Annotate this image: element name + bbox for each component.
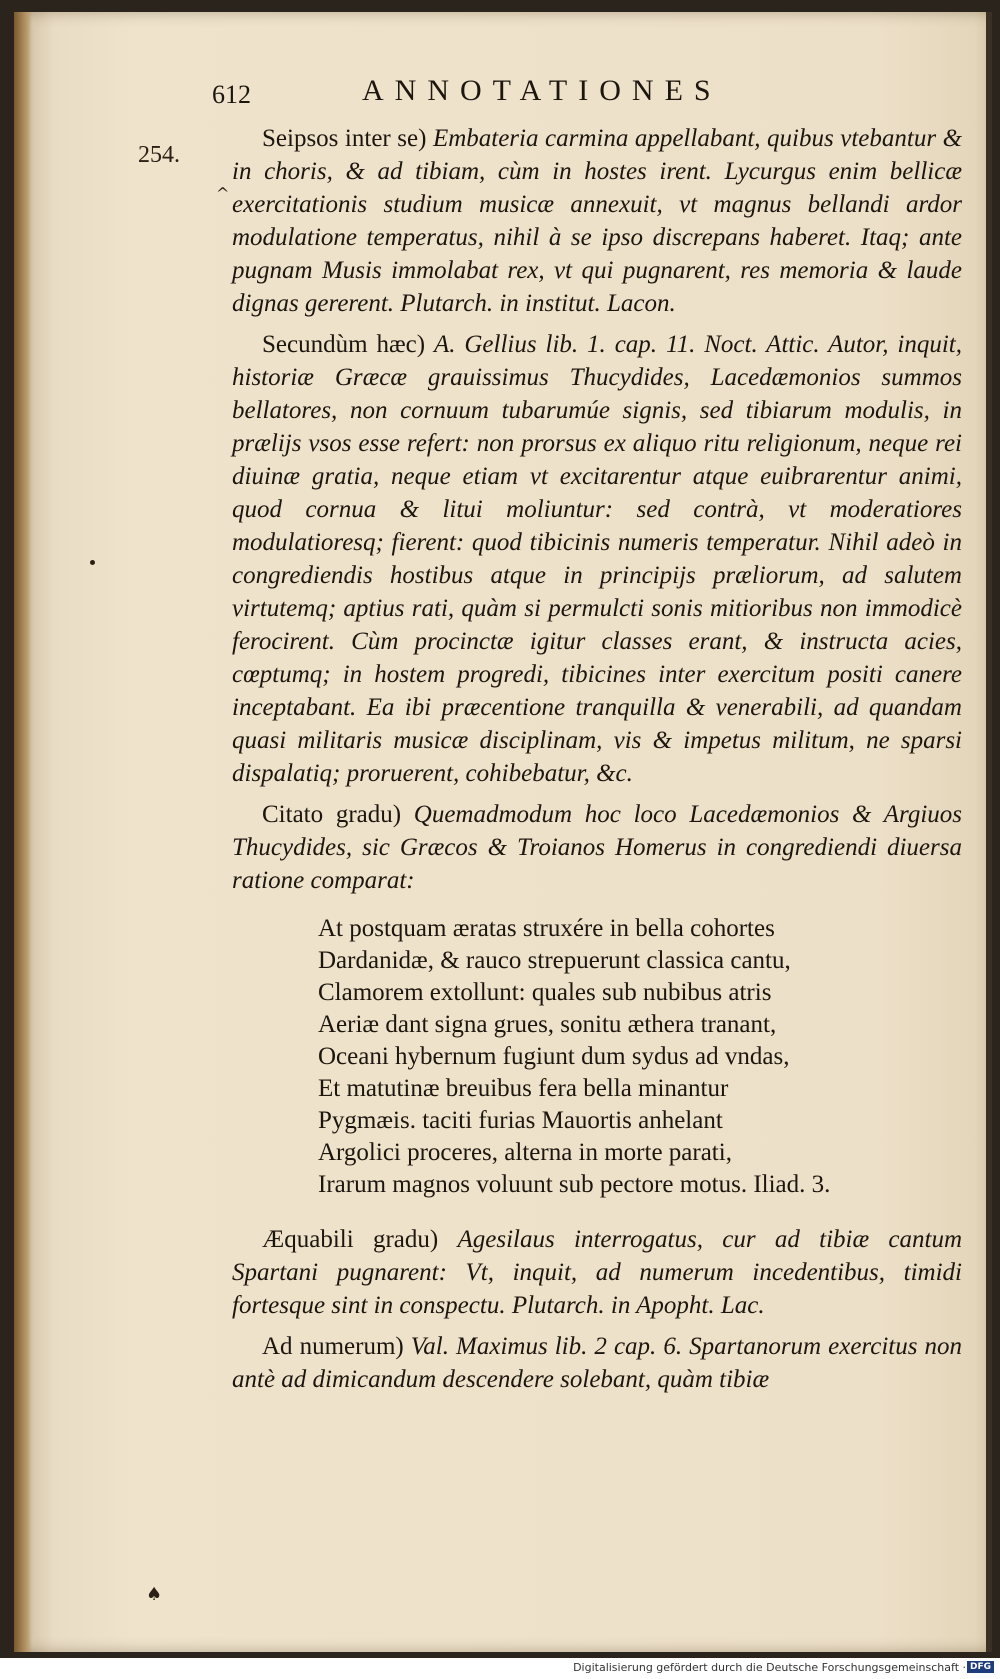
verse-line: Dardanidæ, & rauco strepuerunt classica cantu, (318, 947, 791, 974)
verse-quotation (318, 913, 962, 1201)
verse-line: Pygmæis. taciti furias Mauortis anhelant (318, 1107, 723, 1134)
verse-line: At postquam æratas struxére in bella cohortes (318, 915, 775, 942)
verse-line: Argolici proceres, alterna in morte parati, (318, 1139, 732, 1166)
lemma: Æquabili gradu) (262, 1226, 439, 1253)
page-edge (986, 12, 992, 1652)
ink-dot (90, 560, 95, 565)
verse-line: Et matutinæ breuibus fera bella minantur (318, 1075, 729, 1102)
lemma: Seipsos inter se) (262, 125, 427, 152)
page-gutter (14, 12, 32, 1652)
gloss: Val. Maximus lib. 2 cap. 6. Spartanorum exercitus non antè ad dimicandum descendere solebant, quàm tibiæ (232, 1333, 962, 1393)
annotation-paragraph (232, 122, 962, 320)
funding-credit: Digitalisierung gefördert durch die Deutsche Forschungsgemeinschaft · (573, 1661, 966, 1674)
margin-caret-mark: ^ (216, 184, 230, 203)
page-number: 612 (212, 80, 251, 109)
gloss: Agesilaus interrogatus, cur ad tibiæ cantum Spartani pugnarent: Vt, inquit, ad numerum incedentibus, timidi fortesque sint in conspectu. Plutarch. in Apopht. Lac. (232, 1226, 963, 1319)
bottom-margin-mark: ♠ (146, 1584, 163, 1605)
running-head (212, 74, 812, 114)
gloss: Embateria carmina appellabant, quibus vtebantur & in choris, & ad tibiam, cùm in hostes irent. Lycurgus enim bellicæ exercitationis studium musicæ annexuit, vt magnus bellandi ardor modulatione temperatus, nihil à se ipso discrepans haberet. Itaq; ante pugnam Musis immolabat rex, vt qui pugnarent, res memoria & laude dignas gererent. Plutarch. in institut. Lacon. (232, 125, 963, 317)
running-title: ANNOTATIONES (362, 74, 722, 107)
annotation-text (232, 122, 962, 1404)
verse-line: Irarum magnos voluunt sub pectore motus. Iliad. 3. (318, 1171, 831, 1198)
verse-line: Aeriæ dant signa grues, sonitu æthera tranant, (318, 1011, 777, 1038)
annotation-paragraph (232, 1223, 962, 1322)
lemma: Secundùm hæc) (262, 331, 426, 358)
verse-line: Oceani hybernum fugiunt dum sydus ad vndas, (318, 1043, 790, 1070)
annotation-paragraph (232, 1330, 962, 1396)
margin-note: 254. (138, 142, 180, 168)
lemma: Ad numerum) (262, 1333, 404, 1360)
annotation-paragraph (232, 798, 962, 897)
annotation-paragraph (232, 328, 962, 790)
dfg-logo: DFG (967, 1661, 994, 1673)
gloss: Quemadmodum hoc loco Lacedæmonios & Argiuos Thucydides, sic Græcos & Troianos Homerus in congrediendi diuersa ratione comparat: (232, 801, 963, 894)
gloss: A. Gellius lib. 1. cap. 11. Noct. Attic. Autor, inquit, historiæ Græcæ grauissimus Thucydides, Lacedæmonios summos bellatores, non cornuum tubarumúe signis, sed tibiarum modulis, in prælijs vsos esse refert: non prorsus ex aliquo ritu religionum, neque rei diuinæ gratia, neque etiam vt excitarentur atque euibrarentur animi, quod cornua & litui moliuntur: sed contrà, vt moderatiores modulatioresq; fierent: quod tibicinis numeris temperatur. Nihil adeò in congrediendis hostibus atque in principijs præliorum, ad salutem virtutemq; aptius rati, quàm si permulcti sonis mitioribus non immodicè ferocirent. Cùm procinctæ igitur classes erant, & instructa acies, cœptumq; in hostem progredi, tibicines inter exercitum positi canere inceptabant. Ea ibi præcentione tranquilla & venerabili, ad quandam quasi militaris musicæ disciplinam, vis & impetus militum, ne sparsi dispalatiq; proruerent, cohibebatur, &c. (232, 331, 962, 787)
lemma: Citato gradu) (262, 801, 402, 828)
footer-bar (0, 1658, 1000, 1679)
verse-line: Clamorem extollunt: quales sub nubibus atris (318, 979, 772, 1006)
